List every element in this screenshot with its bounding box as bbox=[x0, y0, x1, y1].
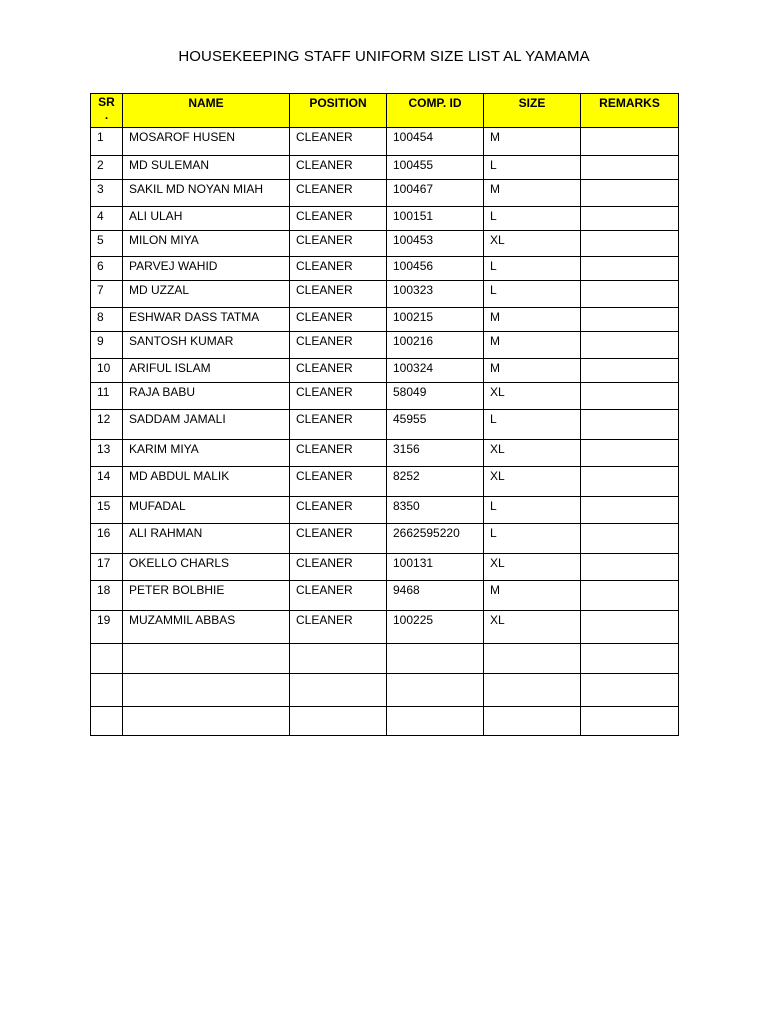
cell-remarks bbox=[581, 359, 679, 383]
cell-name: KARIM MIYA bbox=[123, 440, 290, 467]
cell-position bbox=[290, 674, 387, 707]
cell-size: XL bbox=[484, 440, 581, 467]
table-row bbox=[91, 207, 679, 231]
cell-size: M bbox=[484, 308, 581, 332]
header-sr-top: SR bbox=[98, 95, 115, 109]
cell-comp-id: 58049 bbox=[387, 383, 484, 410]
cell-name: MILON MIYA bbox=[123, 231, 290, 257]
cell-size: L bbox=[484, 410, 581, 440]
cell-comp-id: 8350 bbox=[387, 497, 484, 524]
table-row bbox=[91, 497, 679, 524]
cell-sr: 7 bbox=[91, 281, 123, 308]
table-row bbox=[91, 467, 679, 497]
cell-comp-id: 100225 bbox=[387, 611, 484, 644]
cell-position: CLEANER bbox=[290, 180, 387, 207]
cell-comp-id: 9468 bbox=[387, 581, 484, 611]
cell-sr bbox=[91, 644, 123, 674]
cell-size: L bbox=[484, 281, 581, 308]
cell-position: CLEANER bbox=[290, 581, 387, 611]
cell-comp-id: 100131 bbox=[387, 554, 484, 581]
cell-remarks bbox=[581, 281, 679, 308]
cell-position: CLEANER bbox=[290, 359, 387, 383]
cell-remarks bbox=[581, 128, 679, 156]
table-row bbox=[91, 156, 679, 180]
cell-comp-id: 2662595220 bbox=[387, 524, 484, 554]
cell-remarks bbox=[581, 308, 679, 332]
table-row bbox=[91, 180, 679, 207]
cell-comp-id: 45955 bbox=[387, 410, 484, 440]
cell-size: XL bbox=[484, 611, 581, 644]
cell-sr: 15 bbox=[91, 497, 123, 524]
table-body bbox=[91, 128, 679, 736]
cell-sr: 9 bbox=[91, 332, 123, 359]
cell-comp-id bbox=[387, 674, 484, 707]
header-sr-bottom: . bbox=[104, 108, 109, 122]
cell-remarks bbox=[581, 524, 679, 554]
cell-name bbox=[123, 674, 290, 707]
cell-size: M bbox=[484, 128, 581, 156]
cell-position: CLEANER bbox=[290, 554, 387, 581]
cell-sr: 16 bbox=[91, 524, 123, 554]
cell-sr: 11 bbox=[91, 383, 123, 410]
cell-position: CLEANER bbox=[290, 156, 387, 180]
cell-size bbox=[484, 674, 581, 707]
cell-sr: 17 bbox=[91, 554, 123, 581]
cell-sr: 12 bbox=[91, 410, 123, 440]
cell-comp-id: 100216 bbox=[387, 332, 484, 359]
cell-size: XL bbox=[484, 554, 581, 581]
cell-name: ALI ULAH bbox=[123, 207, 290, 231]
cell-position: CLEANER bbox=[290, 524, 387, 554]
cell-name: ESHWAR DASS TATMA bbox=[123, 308, 290, 332]
cell-name: MD SULEMAN bbox=[123, 156, 290, 180]
cell-comp-id: 100455 bbox=[387, 156, 484, 180]
cell-comp-id: 100323 bbox=[387, 281, 484, 308]
cell-position: CLEANER bbox=[290, 308, 387, 332]
cell-name: MOSAROF HUSEN bbox=[123, 128, 290, 156]
table-row bbox=[91, 257, 679, 281]
cell-name: OKELLO CHARLS bbox=[123, 554, 290, 581]
cell-sr: 19 bbox=[91, 611, 123, 644]
cell-sr: 14 bbox=[91, 467, 123, 497]
header-comp-id: COMP. ID bbox=[387, 94, 484, 128]
cell-size: L bbox=[484, 497, 581, 524]
cell-remarks bbox=[581, 440, 679, 467]
cell-name: SADDAM JAMALI bbox=[123, 410, 290, 440]
table-row bbox=[91, 554, 679, 581]
cell-size: M bbox=[484, 359, 581, 383]
cell-position: CLEANER bbox=[290, 440, 387, 467]
cell-name: SAKIL MD NOYAN MIAH bbox=[123, 180, 290, 207]
table-row bbox=[91, 128, 679, 156]
cell-sr: 2 bbox=[91, 156, 123, 180]
cell-size: M bbox=[484, 180, 581, 207]
cell-remarks bbox=[581, 231, 679, 257]
table-row bbox=[91, 674, 679, 707]
table-row bbox=[91, 359, 679, 383]
cell-sr bbox=[91, 707, 123, 736]
cell-position: CLEANER bbox=[290, 611, 387, 644]
header-size: SIZE bbox=[484, 94, 581, 128]
table-row bbox=[91, 707, 679, 736]
cell-size bbox=[484, 707, 581, 736]
cell-remarks bbox=[581, 467, 679, 497]
cell-comp-id: 100453 bbox=[387, 231, 484, 257]
cell-size: L bbox=[484, 207, 581, 231]
table-row bbox=[91, 440, 679, 467]
cell-remarks bbox=[581, 257, 679, 281]
cell-name: PETER BOLBHIE bbox=[123, 581, 290, 611]
header-name: NAME bbox=[123, 94, 290, 128]
cell-position bbox=[290, 707, 387, 736]
cell-comp-id bbox=[387, 707, 484, 736]
cell-remarks bbox=[581, 554, 679, 581]
cell-comp-id: 100151 bbox=[387, 207, 484, 231]
cell-comp-id bbox=[387, 644, 484, 674]
table-row bbox=[91, 383, 679, 410]
table-row bbox=[91, 581, 679, 611]
table-row bbox=[91, 231, 679, 257]
cell-comp-id: 100456 bbox=[387, 257, 484, 281]
cell-name: MD UZZAL bbox=[123, 281, 290, 308]
cell-position: CLEANER bbox=[290, 128, 387, 156]
cell-sr: 18 bbox=[91, 581, 123, 611]
cell-size: XL bbox=[484, 383, 581, 410]
cell-remarks bbox=[581, 332, 679, 359]
cell-remarks bbox=[581, 674, 679, 707]
cell-position: CLEANER bbox=[290, 497, 387, 524]
table-row bbox=[91, 644, 679, 674]
cell-sr: 3 bbox=[91, 180, 123, 207]
cell-position: CLEANER bbox=[290, 231, 387, 257]
table-row bbox=[91, 611, 679, 644]
cell-remarks bbox=[581, 644, 679, 674]
cell-sr: 6 bbox=[91, 257, 123, 281]
cell-comp-id: 100324 bbox=[387, 359, 484, 383]
cell-name: PARVEJ WAHID bbox=[123, 257, 290, 281]
cell-size: L bbox=[484, 257, 581, 281]
cell-name: MUZAMMIL ABBAS bbox=[123, 611, 290, 644]
cell-position bbox=[290, 644, 387, 674]
cell-name: SANTOSH KUMAR bbox=[123, 332, 290, 359]
cell-size: M bbox=[484, 581, 581, 611]
cell-remarks bbox=[581, 383, 679, 410]
cell-sr bbox=[91, 674, 123, 707]
cell-comp-id: 100215 bbox=[387, 308, 484, 332]
cell-size: XL bbox=[484, 467, 581, 497]
cell-remarks bbox=[581, 611, 679, 644]
cell-name: ALI RAHMAN bbox=[123, 524, 290, 554]
cell-name: ARIFUL ISLAM bbox=[123, 359, 290, 383]
cell-position: CLEANER bbox=[290, 410, 387, 440]
cell-size: M bbox=[484, 332, 581, 359]
cell-size bbox=[484, 644, 581, 674]
table-row bbox=[91, 281, 679, 308]
cell-name: MUFADAL bbox=[123, 497, 290, 524]
cell-sr: 8 bbox=[91, 308, 123, 332]
header-position: POSITION bbox=[290, 94, 387, 128]
cell-remarks bbox=[581, 156, 679, 180]
cell-sr: 5 bbox=[91, 231, 123, 257]
table-row bbox=[91, 524, 679, 554]
cell-remarks bbox=[581, 497, 679, 524]
cell-comp-id: 100467 bbox=[387, 180, 484, 207]
table-row bbox=[91, 410, 679, 440]
cell-name: RAJA BABU bbox=[123, 383, 290, 410]
cell-size: L bbox=[484, 156, 581, 180]
cell-comp-id: 3156 bbox=[387, 440, 484, 467]
cell-name bbox=[123, 707, 290, 736]
table-header-row bbox=[91, 94, 679, 128]
cell-position: CLEANER bbox=[290, 467, 387, 497]
cell-sr: 4 bbox=[91, 207, 123, 231]
cell-size: XL bbox=[484, 231, 581, 257]
cell-remarks bbox=[581, 410, 679, 440]
cell-comp-id: 8252 bbox=[387, 467, 484, 497]
cell-sr: 13 bbox=[91, 440, 123, 467]
cell-comp-id: 100454 bbox=[387, 128, 484, 156]
cell-position: CLEANER bbox=[290, 332, 387, 359]
cell-remarks bbox=[581, 180, 679, 207]
cell-sr: 1 bbox=[91, 128, 123, 156]
header-sr bbox=[91, 94, 123, 128]
cell-sr: 10 bbox=[91, 359, 123, 383]
cell-position: CLEANER bbox=[290, 383, 387, 410]
header-remarks: REMARKS bbox=[581, 94, 679, 128]
table-row bbox=[91, 332, 679, 359]
table-row bbox=[91, 308, 679, 332]
uniform-size-table bbox=[90, 93, 679, 736]
cell-name bbox=[123, 644, 290, 674]
cell-position: CLEANER bbox=[290, 257, 387, 281]
cell-position: CLEANER bbox=[290, 281, 387, 308]
cell-remarks bbox=[581, 207, 679, 231]
cell-size: L bbox=[484, 524, 581, 554]
cell-position: CLEANER bbox=[290, 207, 387, 231]
cell-remarks bbox=[581, 707, 679, 736]
document-title: HOUSEKEEPING STAFF UNIFORM SIZE LIST AL YAMAMA bbox=[178, 48, 590, 65]
cell-name: MD ABDUL MALIK bbox=[123, 467, 290, 497]
cell-remarks bbox=[581, 581, 679, 611]
